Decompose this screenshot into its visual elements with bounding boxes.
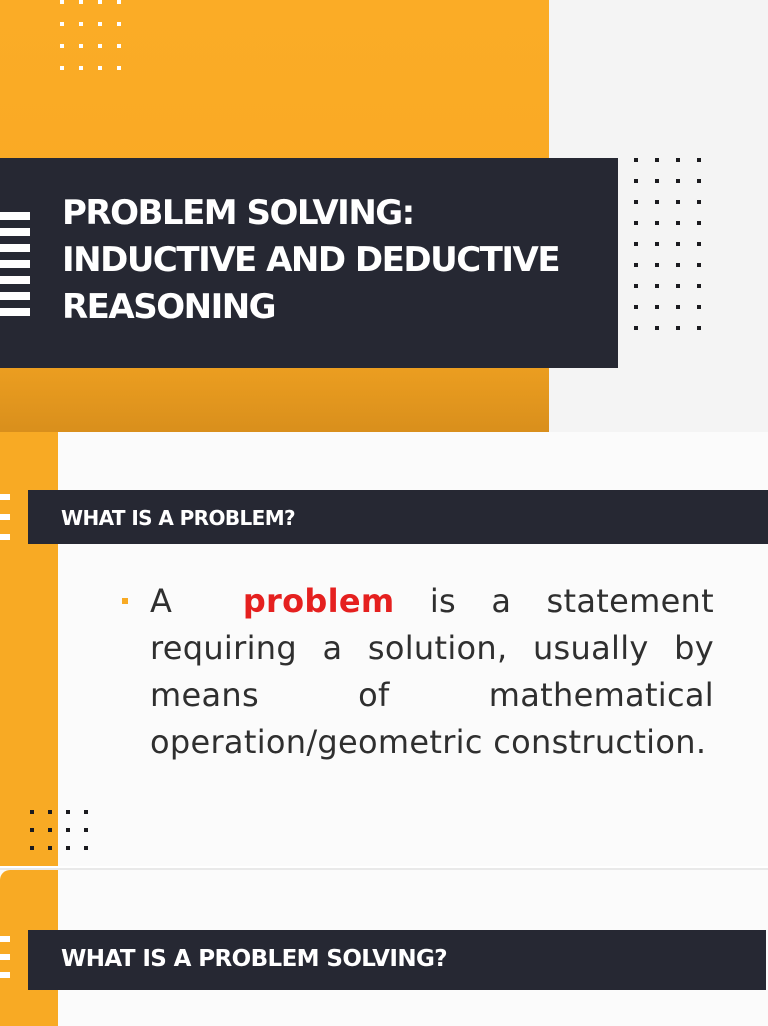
decorative-bars [0,212,30,324]
dot-pattern-right [634,158,701,330]
presentation-title [62,190,602,331]
dot-pattern-bottom [30,810,88,850]
title-slide [0,0,768,432]
section-heading: WHAT IS A PROBLEM SOLVING? [28,930,766,990]
dot-pattern-top [60,0,121,70]
definition-prefix: A [150,582,173,620]
section-heading: WHAT IS A PROBLEM? [28,490,768,544]
bullet-marker [122,598,128,604]
title-line-2: INDUCTIVE AND DEDUCTIVE [62,240,560,280]
definition-text [150,578,714,766]
definition-slide [0,432,768,866]
definition-rest: is a statement requiring a solution, usually by means of mathematical operation/geometric construction. [150,582,714,761]
title-line-3: REASONING [62,287,276,327]
next-slide-preview [0,868,768,1026]
highlighted-term: problem [242,582,395,620]
title-line-1: PROBLEM SOLVING: [62,193,414,233]
